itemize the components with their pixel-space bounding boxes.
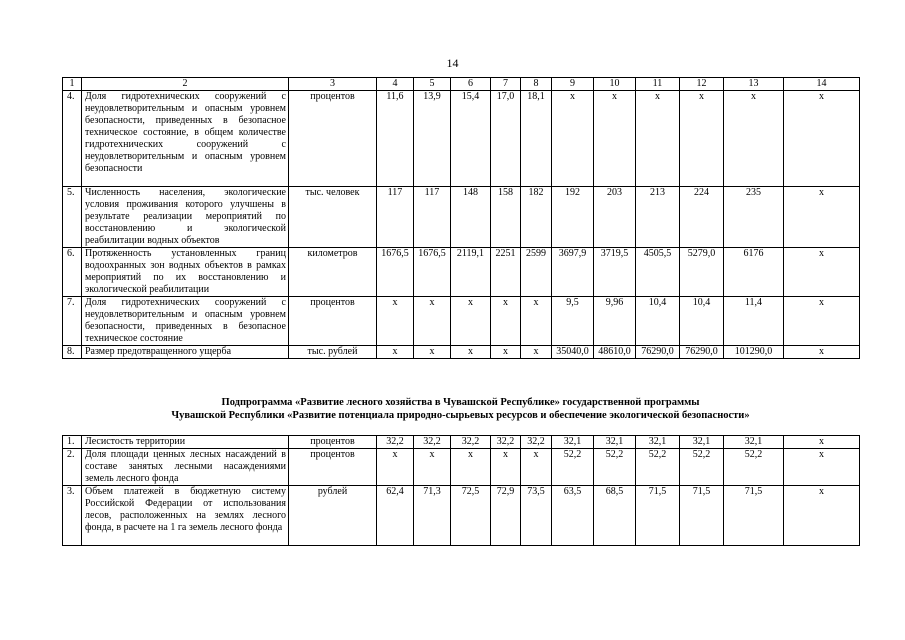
- unit-of-measure: рублей: [289, 486, 377, 546]
- indicator-value: x: [521, 297, 552, 346]
- indicator-value: x: [491, 346, 521, 359]
- indicator-value: 72,9: [491, 486, 521, 546]
- indicator-value: 76290,0: [680, 346, 724, 359]
- indicator-value: x: [451, 346, 491, 359]
- indicator-name: Размер предотвращенного ущерба: [82, 346, 289, 359]
- table-row: [63, 346, 860, 359]
- indicator-value: 32,1: [724, 436, 784, 449]
- indicator-value: x: [784, 248, 860, 297]
- indicator-value: x: [377, 449, 414, 486]
- row-number: 7.: [63, 297, 82, 346]
- indicator-value: 10,4: [680, 297, 724, 346]
- indicator-value: 13,9: [414, 91, 451, 187]
- indicator-value: x: [414, 346, 451, 359]
- forestry-indicators-table: [62, 435, 860, 546]
- indicator-value: 5279,0: [680, 248, 724, 297]
- indicator-value: 9,96: [594, 297, 636, 346]
- indicator-value: 158: [491, 187, 521, 248]
- column-header: 5: [414, 78, 451, 91]
- table-row: [63, 91, 860, 187]
- indicator-value: 52,2: [680, 449, 724, 486]
- column-header: 2: [82, 78, 289, 91]
- indicator-value: x: [784, 297, 860, 346]
- indicator-value: 182: [521, 187, 552, 248]
- indicator-value: 72,5: [451, 486, 491, 546]
- unit-of-measure: процентов: [289, 297, 377, 346]
- column-header: 13: [724, 78, 784, 91]
- indicator-value: 63,5: [552, 486, 594, 546]
- indicator-value: 32,2: [377, 436, 414, 449]
- unit-of-measure: тыс. рублей: [289, 346, 377, 359]
- indicator-value: x: [784, 486, 860, 546]
- indicator-value: 4505,5: [636, 248, 680, 297]
- indicator-value: 32,2: [451, 436, 491, 449]
- column-header: 9: [552, 78, 594, 91]
- column-header: 12: [680, 78, 724, 91]
- table-row: [63, 486, 860, 546]
- indicator-value: 2599: [521, 248, 552, 297]
- indicator-value: x: [451, 449, 491, 486]
- indicator-value: 9,5: [552, 297, 594, 346]
- indicator-name: Лесистость территории: [82, 436, 289, 449]
- indicator-value: 32,1: [636, 436, 680, 449]
- indicator-value: 32,1: [552, 436, 594, 449]
- table-row: [63, 449, 860, 486]
- indicator-value: x: [377, 297, 414, 346]
- indicator-value: 10,4: [636, 297, 680, 346]
- indicator-value: 101290,0: [724, 346, 784, 359]
- table-row: [63, 436, 860, 449]
- indicator-value: 117: [377, 187, 414, 248]
- indicator-name: Доля гидротехнических сооружений с неудовлетворительным и опасным уровнем безопасности, приведенных в безопасное техническое состояние, в общем количестве гидротехнических сооружений с неудовлетворительным и опасным уровнем безопасности: [82, 91, 289, 187]
- indicator-value: 32,2: [491, 436, 521, 449]
- indicator-value: x: [414, 449, 451, 486]
- indicator-value: 117: [414, 187, 451, 248]
- column-header: 8: [521, 78, 552, 91]
- indicator-value: 62,4: [377, 486, 414, 546]
- indicator-value: x: [491, 449, 521, 486]
- indicator-value: 3719,5: [594, 248, 636, 297]
- indicator-name: Объем платежей в бюджетную систему Российской Федерации от использования лесов, расположенных на землях лесного фонда, в расчете на 1 га земель лесного фонда: [82, 486, 289, 546]
- indicator-name: Доля площади ценных лесных насаждений в составе занятых лесными насаждениями земель лесного фонда: [82, 449, 289, 486]
- indicator-value: 17,0: [491, 91, 521, 187]
- header-row: [63, 78, 860, 91]
- subprogram-title: [62, 396, 859, 422]
- column-header: 11: [636, 78, 680, 91]
- indicators-table: [62, 77, 860, 359]
- indicator-value: 2251: [491, 248, 521, 297]
- indicator-value: 35040,0: [552, 346, 594, 359]
- indicator-value: 68,5: [594, 486, 636, 546]
- row-number: 4.: [63, 91, 82, 187]
- unit-of-measure: километров: [289, 248, 377, 297]
- table-row: [63, 297, 860, 346]
- indicator-value: 71,5: [680, 486, 724, 546]
- indicator-value: x: [784, 91, 860, 187]
- subprogram-title-line2: Чувашской Республики «Развитие потенциала природно-сырьевых ресурсов и обеспечение экологической безопасности»: [171, 410, 750, 421]
- indicator-value: x: [680, 91, 724, 187]
- indicator-value: x: [521, 346, 552, 359]
- indicator-value: 32,2: [521, 436, 552, 449]
- indicator-value: 1676,5: [414, 248, 451, 297]
- indicator-value: 6176: [724, 248, 784, 297]
- indicator-value: 1676,5: [377, 248, 414, 297]
- indicator-value: x: [552, 91, 594, 187]
- indicator-name: Доля гидротехнических сооружений с неудовлетворительным и опасным уровнем безопасности, приведенных в безопасное техническое состояние: [82, 297, 289, 346]
- column-header: 4: [377, 78, 414, 91]
- indicator-value: 192: [552, 187, 594, 248]
- indicator-name: Численность населения, экологические условия проживания которого улучшены в результате реализации мероприятий по восстановлению и экологической реабилитации водных объектов: [82, 187, 289, 248]
- column-header: 1: [63, 78, 82, 91]
- indicator-value: 148: [451, 187, 491, 248]
- column-header: 3: [289, 78, 377, 91]
- indicator-value: x: [784, 346, 860, 359]
- indicator-value: 2119,1: [451, 248, 491, 297]
- unit-of-measure: процентов: [289, 436, 377, 449]
- indicator-value: x: [521, 449, 552, 486]
- indicator-value: 15,4: [451, 91, 491, 187]
- indicator-value: 235: [724, 187, 784, 248]
- unit-of-measure: процентов: [289, 91, 377, 187]
- row-number: 3.: [63, 486, 82, 546]
- indicator-value: 11,4: [724, 297, 784, 346]
- unit-of-measure: тыс. человек: [289, 187, 377, 248]
- indicator-value: x: [636, 91, 680, 187]
- indicator-value: 203: [594, 187, 636, 248]
- indicator-value: x: [451, 297, 491, 346]
- indicator-value: 52,2: [594, 449, 636, 486]
- indicator-value: 71,5: [636, 486, 680, 546]
- indicator-value: x: [784, 436, 860, 449]
- table-row: [63, 187, 860, 248]
- column-header: 14: [784, 78, 860, 91]
- indicator-value: 52,2: [636, 449, 680, 486]
- indicator-value: x: [784, 187, 860, 248]
- indicator-value: 224: [680, 187, 724, 248]
- indicator-value: 52,2: [724, 449, 784, 486]
- row-number: 1.: [63, 436, 82, 449]
- indicator-value: 52,2: [552, 449, 594, 486]
- indicator-value: 48610,0: [594, 346, 636, 359]
- indicator-value: x: [491, 297, 521, 346]
- row-number: 8.: [63, 346, 82, 359]
- indicator-value: 11,6: [377, 91, 414, 187]
- indicator-value: x: [724, 91, 784, 187]
- indicator-value: 3697,9: [552, 248, 594, 297]
- unit-of-measure: процентов: [289, 449, 377, 486]
- indicator-value: 32,1: [594, 436, 636, 449]
- indicator-name: Протяженность установленных границ водоохранных зон водных объектов в рамках мероприятий по их восстановлению и экологической реабилитации: [82, 248, 289, 297]
- table-row: [63, 248, 860, 297]
- indicator-value: 18,1: [521, 91, 552, 187]
- row-number: 6.: [63, 248, 82, 297]
- indicator-value: x: [784, 449, 860, 486]
- indicator-value: 71,5: [724, 486, 784, 546]
- row-number: 2.: [63, 449, 82, 486]
- indicator-value: 73,5: [521, 486, 552, 546]
- page-number: 14: [446, 56, 459, 70]
- indicator-value: x: [414, 297, 451, 346]
- indicator-value: 76290,0: [636, 346, 680, 359]
- indicator-value: x: [377, 346, 414, 359]
- subprogram-title-line1: Подпрограмма «Развитие лесного хозяйства в Чувашской Республике» государственной программы: [221, 397, 700, 408]
- column-header: 6: [451, 78, 491, 91]
- row-number: 5.: [63, 187, 82, 248]
- indicator-value: 32,2: [414, 436, 451, 449]
- indicator-value: 71,3: [414, 486, 451, 546]
- column-header: 7: [491, 78, 521, 91]
- column-header: 10: [594, 78, 636, 91]
- indicator-value: 213: [636, 187, 680, 248]
- indicator-value: x: [594, 91, 636, 187]
- indicator-value: 32,1: [680, 436, 724, 449]
